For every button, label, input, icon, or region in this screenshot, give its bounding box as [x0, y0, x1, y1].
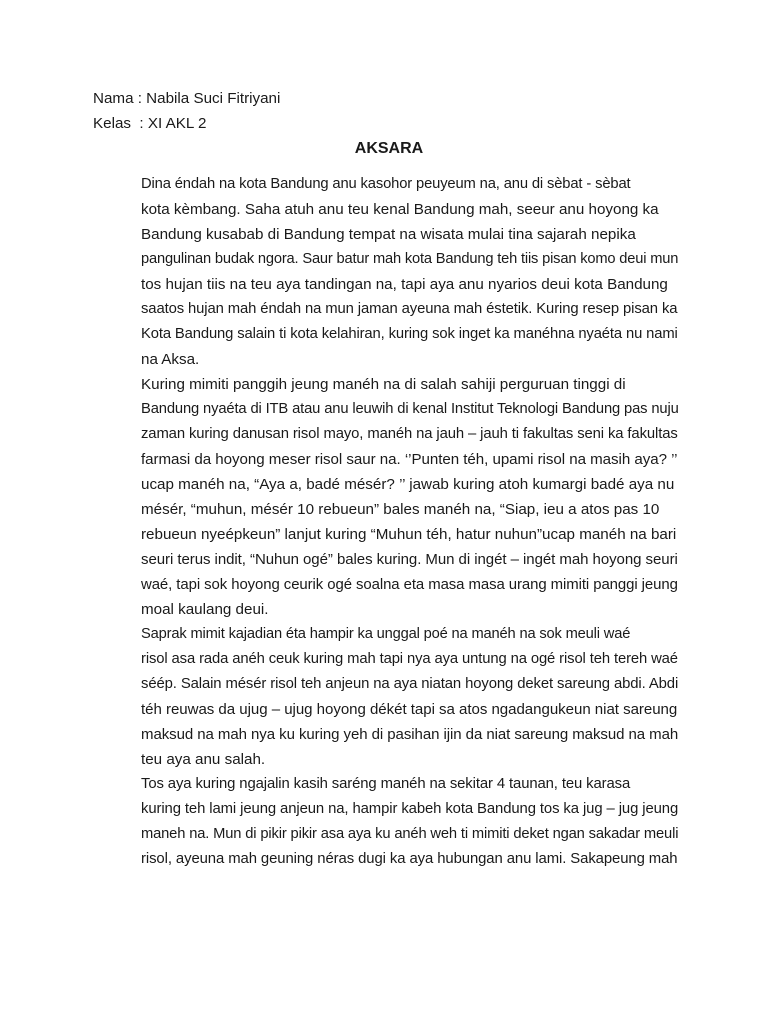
text-line: saatos hujan mah éndah na mun jaman ayeuna mah éstetik. Kuring resep pisan ka — [141, 301, 678, 317]
text-line: Saprak mimit kajadian éta hampir ka unggal poé na manéh na sok meuli waé — [141, 626, 631, 642]
text-line: zaman kuring danusan risol mayo, manéh na jauh – jauh ti fakultas seni ka fakultas — [141, 426, 678, 442]
text-line: Tos aya kuring ngajalin kasih saréng manéh na sekitar 4 taunan, teu karasa — [141, 776, 631, 792]
text-line: farmasi da hoyong meser risol saur na. ‘’Punten téh, upami risol na masih aya? ’’ — [141, 451, 678, 468]
document-title: AKSARA — [354, 140, 424, 157]
text-line: Bandung kusabab di Bandung tempat na wisata mulai tina sajarah nepika — [141, 226, 636, 243]
text-line: tos hujan tiis na teu aya tandingan na, tapi aya anu nyarios deui kota Bandung — [141, 276, 668, 293]
text-line: kuring teh lami jeung anjeun na, hampir kabeh kota Bandung tos ka jug – jug jeung — [141, 801, 679, 817]
paragraph-1 — [93, 172, 677, 372]
text-line: kota kèmbang. Saha atuh anu teu kenal Bandung mah, seeur anu hoyong ka — [141, 201, 659, 218]
text-line: pangulinan budak ngora. Saur batur mah kota Bandung teh tiis pisan komo deui mun — [141, 251, 679, 267]
student-class-line: Kelas : XI AKL 2 — [93, 115, 207, 132]
document-body — [93, 86, 677, 872]
student-name-line: Nama : Nabila Suci Fitriyani — [93, 90, 281, 107]
paragraph-4 — [93, 772, 677, 872]
text-line: rebueun nyeépkeun” lanjut kuring “Muhun téh, hatur nuhun”ucap manéh na bari — [141, 526, 677, 543]
text-line: seuri terus indit, “Nuhun ogé” bales kuring. Mun di ingét – ingét mah hoyong seuri — [141, 551, 678, 568]
text-line: risol asa rada anéh ceuk kuring mah tapi nya aya untung na ogé risol teh tereh waé — [141, 651, 678, 667]
text-line: mésér, “muhun, mésér 10 rebueun” bales manéh na, “Siap, ieu a atos pas 10 — [141, 501, 660, 518]
text-line: maksud na mah nya ku kuring yeh di pasihan ijin da niat sareung maksud na mah — [141, 726, 679, 743]
text-line: Kuring mimiti panggih jeung manéh na di salah sahiji perguruan tinggi di — [141, 376, 626, 393]
text-line: téh reuwas da ujug – ujug hoyong dékét tapi sa atos ngadangukeun niat sareung — [141, 701, 678, 718]
text-line: teu aya anu salah. — [141, 751, 266, 768]
text-line: maneh na. Mun di pikir pikir asa aya ku anéh weh ti mimiti deket ngan sakadar meuli — [141, 826, 679, 842]
text-line: waé, tapi sok hoyong ceurik ogé soalna eta masa masa urang mimiti panggi jeung — [141, 576, 678, 593]
text-line: risol, ayeuna mah geuning néras dugi ka aya hubungan anu lami. Sakapeung mah — [141, 851, 678, 867]
paragraph-2 — [93, 372, 677, 622]
text-line: Kota Bandung salain ti kota kelahiran, kuring sok inget ka manéhna nyaéta nu nami — [141, 326, 678, 342]
text-line: séép. Salain mésér risol teh anjeun na aya niatan hoyong deket sareung abdi. Abdi — [141, 676, 679, 692]
paragraph-3 — [93, 622, 677, 772]
text-line: Dina éndah na kota Bandung anu kasohor peuyeum na, anu di sèbat - sèbat — [141, 176, 631, 192]
text-line: ucap manéh na, “Aya a, badé mésér? ’’ jawab kuring atoh kumargi badé aya nu — [141, 476, 675, 493]
text-line: na Aksa. — [141, 351, 200, 368]
text-line: moal kaulang deui. — [141, 601, 269, 618]
text-line: Bandung nyaéta di ITB atau anu leuwih di kenal Institut Teknologi Bandung pas nuju — [141, 401, 679, 417]
